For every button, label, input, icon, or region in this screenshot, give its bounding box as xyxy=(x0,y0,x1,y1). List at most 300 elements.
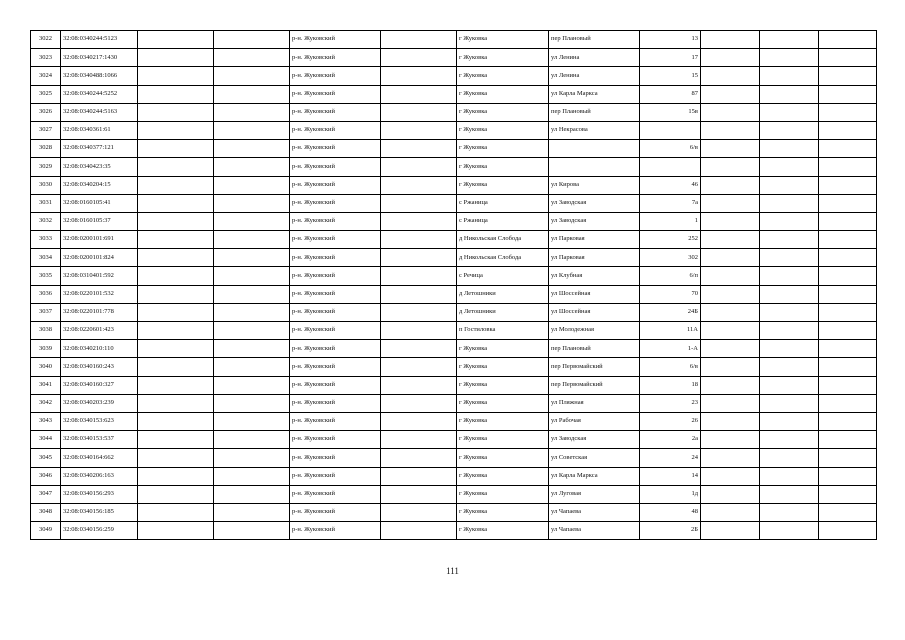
cadastral-number: 32:08:0340206:163 xyxy=(61,467,138,485)
empty-cell xyxy=(760,140,819,158)
empty-cell xyxy=(138,140,214,158)
empty-cell xyxy=(381,158,457,176)
empty-cell xyxy=(381,522,457,540)
empty-cell xyxy=(138,503,214,521)
table-row xyxy=(31,194,877,212)
page-number: 111 xyxy=(446,566,459,576)
empty-cell xyxy=(214,303,290,321)
district: р-н. Жуковский xyxy=(290,249,381,267)
empty-cell xyxy=(138,212,214,230)
locality: г Жуковка xyxy=(457,31,549,49)
empty-cell xyxy=(138,194,214,212)
street: пер Первомайский xyxy=(549,376,640,394)
district: р-н. Жуковский xyxy=(290,121,381,139)
empty-cell xyxy=(760,412,819,430)
row-number: 3041 xyxy=(31,376,61,394)
locality: д Никольская Слобода xyxy=(457,231,549,249)
locality: г Жуковка xyxy=(457,340,549,358)
table-row xyxy=(31,212,877,230)
street xyxy=(549,158,640,176)
empty-cell xyxy=(701,358,760,376)
empty-cell xyxy=(138,376,214,394)
empty-cell xyxy=(381,467,457,485)
empty-cell xyxy=(138,522,214,540)
empty-cell xyxy=(819,303,877,321)
empty-cell xyxy=(214,503,290,521)
empty-cell xyxy=(214,522,290,540)
row-number: 3049 xyxy=(31,522,61,540)
empty-cell xyxy=(701,140,760,158)
table-row xyxy=(31,285,877,303)
district: р-н. Жуковский xyxy=(290,431,381,449)
empty-cell xyxy=(138,31,214,49)
empty-cell xyxy=(819,49,877,67)
empty-cell xyxy=(138,285,214,303)
empty-cell xyxy=(214,376,290,394)
cadastral-number: 32:08:0340156:185 xyxy=(61,503,138,521)
house-number: 15 xyxy=(640,67,701,85)
empty-cell xyxy=(214,340,290,358)
cadastral-number: 32:08:0340203:239 xyxy=(61,394,138,412)
empty-cell xyxy=(214,140,290,158)
row-number: 3027 xyxy=(31,121,61,139)
table-row xyxy=(31,231,877,249)
cadastral-number: 32:08:0340244:5123 xyxy=(61,31,138,49)
table-row xyxy=(31,431,877,449)
street: ул Заводская xyxy=(549,212,640,230)
district: р-н. Жуковский xyxy=(290,522,381,540)
house-number: 6/в xyxy=(640,140,701,158)
table-row xyxy=(31,103,877,121)
street: ул Кирова xyxy=(549,176,640,194)
empty-cell xyxy=(138,176,214,194)
locality: д Никольская Слобода xyxy=(457,249,549,267)
house-number: 70 xyxy=(640,285,701,303)
row-number: 3031 xyxy=(31,194,61,212)
house-number: 26 xyxy=(640,412,701,430)
table-row xyxy=(31,303,877,321)
locality: г Жуковка xyxy=(457,140,549,158)
cadastral-number: 32:08:0160105:37 xyxy=(61,212,138,230)
house-number: 2а xyxy=(640,431,701,449)
table-row xyxy=(31,49,877,67)
street: ул Луговая xyxy=(549,485,640,503)
empty-cell xyxy=(214,394,290,412)
empty-cell xyxy=(701,67,760,85)
empty-cell xyxy=(701,49,760,67)
locality: г Жуковка xyxy=(457,49,549,67)
empty-cell xyxy=(760,522,819,540)
empty-cell xyxy=(214,158,290,176)
empty-cell xyxy=(138,249,214,267)
table-row xyxy=(31,467,877,485)
street: ул Молодежная xyxy=(549,322,640,340)
cadastral-number: 32:08:0340217:1430 xyxy=(61,49,138,67)
empty-cell xyxy=(760,249,819,267)
row-number: 3026 xyxy=(31,103,61,121)
table-row xyxy=(31,503,877,521)
empty-cell xyxy=(819,231,877,249)
district: р-н. Жуковский xyxy=(290,503,381,521)
cadastral-number: 32:08:0340153:537 xyxy=(61,431,138,449)
empty-cell xyxy=(819,340,877,358)
street: пер Плановый xyxy=(549,31,640,49)
locality: г Жуковка xyxy=(457,85,549,103)
empty-cell xyxy=(819,249,877,267)
empty-cell xyxy=(760,103,819,121)
empty-cell xyxy=(381,485,457,503)
empty-cell xyxy=(760,67,819,85)
empty-cell xyxy=(819,212,877,230)
empty-cell xyxy=(760,467,819,485)
house-number: 13 xyxy=(640,31,701,49)
empty-cell xyxy=(138,231,214,249)
empty-cell xyxy=(819,485,877,503)
row-number: 3022 xyxy=(31,31,61,49)
street: ул Карла Маркса xyxy=(549,85,640,103)
empty-cell xyxy=(214,31,290,49)
empty-cell xyxy=(138,358,214,376)
table-row xyxy=(31,376,877,394)
row-number: 3030 xyxy=(31,176,61,194)
empty-cell xyxy=(760,176,819,194)
locality: д Летошники xyxy=(457,285,549,303)
empty-cell xyxy=(819,67,877,85)
empty-cell xyxy=(214,431,290,449)
empty-cell xyxy=(381,394,457,412)
empty-cell xyxy=(760,358,819,376)
house-number: 7а xyxy=(640,194,701,212)
empty-cell xyxy=(701,394,760,412)
district: р-н. Жуковский xyxy=(290,449,381,467)
empty-cell xyxy=(819,322,877,340)
house-number: 18 xyxy=(640,376,701,394)
district: р-н. Жуковский xyxy=(290,31,381,49)
empty-cell xyxy=(381,322,457,340)
empty-cell xyxy=(214,49,290,67)
registry-table xyxy=(30,30,877,540)
empty-cell xyxy=(701,522,760,540)
house-number: 1 xyxy=(640,212,701,230)
empty-cell xyxy=(138,322,214,340)
empty-cell xyxy=(381,376,457,394)
empty-cell xyxy=(381,176,457,194)
empty-cell xyxy=(701,412,760,430)
empty-cell xyxy=(381,85,457,103)
empty-cell xyxy=(760,376,819,394)
empty-cell xyxy=(214,467,290,485)
empty-cell xyxy=(760,322,819,340)
empty-cell xyxy=(381,358,457,376)
locality: с Ржаница xyxy=(457,212,549,230)
empty-cell xyxy=(138,303,214,321)
district: р-н. Жуковский xyxy=(290,394,381,412)
empty-cell xyxy=(214,449,290,467)
street: ул Ленина xyxy=(549,49,640,67)
empty-cell xyxy=(819,431,877,449)
empty-cell xyxy=(214,212,290,230)
table-row xyxy=(31,322,877,340)
empty-cell xyxy=(701,485,760,503)
cadastral-number: 32:08:0340210:110 xyxy=(61,340,138,358)
cadastral-number: 32:08:0200101:691 xyxy=(61,231,138,249)
cadastral-number: 32:08:0340156:259 xyxy=(61,522,138,540)
empty-cell xyxy=(701,340,760,358)
locality: г Жуковка xyxy=(457,103,549,121)
row-number: 3023 xyxy=(31,49,61,67)
empty-cell xyxy=(214,249,290,267)
empty-cell xyxy=(760,231,819,249)
empty-cell xyxy=(819,412,877,430)
empty-cell xyxy=(819,85,877,103)
table-row xyxy=(31,176,877,194)
house-number: 24 xyxy=(640,449,701,467)
table-row xyxy=(31,249,877,267)
empty-cell xyxy=(381,285,457,303)
empty-cell xyxy=(381,140,457,158)
cadastral-number: 32:08:0220101:532 xyxy=(61,285,138,303)
row-number: 3045 xyxy=(31,449,61,467)
empty-cell xyxy=(381,267,457,285)
empty-cell xyxy=(701,212,760,230)
empty-cell xyxy=(381,303,457,321)
empty-cell xyxy=(760,394,819,412)
empty-cell xyxy=(760,212,819,230)
district: р-н. Жуковский xyxy=(290,267,381,285)
empty-cell xyxy=(819,31,877,49)
street: ул Шоссейная xyxy=(549,303,640,321)
empty-cell xyxy=(760,340,819,358)
locality: п Гостиловка xyxy=(457,322,549,340)
empty-cell xyxy=(138,267,214,285)
empty-cell xyxy=(214,285,290,303)
empty-cell xyxy=(760,303,819,321)
empty-cell xyxy=(701,194,760,212)
empty-cell xyxy=(701,267,760,285)
empty-cell xyxy=(381,103,457,121)
empty-cell xyxy=(381,249,457,267)
cadastral-number: 32:08:0340361:61 xyxy=(61,121,138,139)
empty-cell xyxy=(819,121,877,139)
empty-cell xyxy=(819,358,877,376)
house-number: 23 xyxy=(640,394,701,412)
house-number: 46 xyxy=(640,176,701,194)
empty-cell xyxy=(381,340,457,358)
district: р-н. Жуковский xyxy=(290,67,381,85)
empty-cell xyxy=(819,285,877,303)
district: р-н. Жуковский xyxy=(290,212,381,230)
empty-cell xyxy=(760,49,819,67)
empty-cell xyxy=(819,158,877,176)
empty-cell xyxy=(701,249,760,267)
empty-cell xyxy=(214,85,290,103)
empty-cell xyxy=(381,67,457,85)
empty-cell xyxy=(214,194,290,212)
empty-cell xyxy=(138,467,214,485)
empty-cell xyxy=(214,176,290,194)
empty-cell xyxy=(701,285,760,303)
empty-cell xyxy=(214,267,290,285)
table-row xyxy=(31,449,877,467)
empty-cell xyxy=(381,503,457,521)
district: р-н. Жуковский xyxy=(290,358,381,376)
empty-cell xyxy=(819,267,877,285)
street: ул Парковая xyxy=(549,231,640,249)
district: р-н. Жуковский xyxy=(290,485,381,503)
empty-cell xyxy=(381,212,457,230)
row-number: 3039 xyxy=(31,340,61,358)
cadastral-number: 32:08:0340204:15 xyxy=(61,176,138,194)
locality: г Жуковка xyxy=(457,158,549,176)
empty-cell xyxy=(819,140,877,158)
district: р-н. Жуковский xyxy=(290,85,381,103)
cadastral-number: 32:08:0200101:824 xyxy=(61,249,138,267)
empty-cell xyxy=(381,431,457,449)
table-row xyxy=(31,522,877,540)
empty-cell xyxy=(214,121,290,139)
district: р-н. Жуковский xyxy=(290,285,381,303)
row-number: 3036 xyxy=(31,285,61,303)
locality: г Жуковка xyxy=(457,176,549,194)
house-number: 6/в xyxy=(640,358,701,376)
cadastral-number: 32:08:0310401:592 xyxy=(61,267,138,285)
row-number: 3044 xyxy=(31,431,61,449)
street: ул Заводская xyxy=(549,194,640,212)
row-number: 3024 xyxy=(31,67,61,85)
table-row xyxy=(31,85,877,103)
street: ул Ленина xyxy=(549,67,640,85)
empty-cell xyxy=(138,340,214,358)
row-number: 3038 xyxy=(31,322,61,340)
empty-cell xyxy=(381,449,457,467)
house-number: 252 xyxy=(640,231,701,249)
street: ул Некрасова xyxy=(549,121,640,139)
empty-cell xyxy=(701,467,760,485)
empty-cell xyxy=(214,231,290,249)
empty-cell xyxy=(138,85,214,103)
empty-cell xyxy=(760,121,819,139)
cadastral-number: 32:08:0340156:293 xyxy=(61,485,138,503)
empty-cell xyxy=(214,358,290,376)
empty-cell xyxy=(760,158,819,176)
empty-cell xyxy=(701,322,760,340)
cadastral-number: 32:08:0340244:5163 xyxy=(61,103,138,121)
empty-cell xyxy=(760,431,819,449)
empty-cell xyxy=(819,522,877,540)
street: ул Карла Маркса xyxy=(549,467,640,485)
empty-cell xyxy=(819,503,877,521)
cadastral-number: 32:08:0340160:327 xyxy=(61,376,138,394)
district: р-н. Жуковский xyxy=(290,158,381,176)
empty-cell xyxy=(138,49,214,67)
row-number: 3034 xyxy=(31,249,61,267)
empty-cell xyxy=(701,158,760,176)
empty-cell xyxy=(214,412,290,430)
empty-cell xyxy=(138,103,214,121)
empty-cell xyxy=(819,467,877,485)
empty-cell xyxy=(701,231,760,249)
empty-cell xyxy=(138,121,214,139)
empty-cell xyxy=(760,194,819,212)
table-row xyxy=(31,340,877,358)
table-row xyxy=(31,140,877,158)
empty-cell xyxy=(381,49,457,67)
locality: г Жуковка xyxy=(457,522,549,540)
house-number: 87 xyxy=(640,85,701,103)
row-number: 3040 xyxy=(31,358,61,376)
locality: г Жуковка xyxy=(457,121,549,139)
empty-cell xyxy=(760,85,819,103)
empty-cell xyxy=(760,31,819,49)
district: р-н. Жуковский xyxy=(290,340,381,358)
empty-cell xyxy=(701,503,760,521)
row-number: 3028 xyxy=(31,140,61,158)
locality: г Жуковка xyxy=(457,503,549,521)
house-number: 302 xyxy=(640,249,701,267)
house-number: 14 xyxy=(640,467,701,485)
locality: г Жуковка xyxy=(457,412,549,430)
row-number: 3046 xyxy=(31,467,61,485)
district: р-н. Жуковский xyxy=(290,49,381,67)
locality: г Жуковка xyxy=(457,394,549,412)
locality: д Летошники xyxy=(457,303,549,321)
empty-cell xyxy=(760,285,819,303)
empty-cell xyxy=(819,449,877,467)
empty-cell xyxy=(701,431,760,449)
table-row xyxy=(31,267,877,285)
empty-cell xyxy=(381,231,457,249)
locality: с Речица xyxy=(457,267,549,285)
house-number: 1д xyxy=(640,485,701,503)
locality: с Ржаница xyxy=(457,194,549,212)
house-number xyxy=(640,158,701,176)
empty-cell xyxy=(138,158,214,176)
house-number: 2Б xyxy=(640,522,701,540)
street xyxy=(549,140,640,158)
cadastral-number: 32:08:0160105:41 xyxy=(61,194,138,212)
empty-cell xyxy=(138,431,214,449)
cadastral-number: 32:08:0340160:243 xyxy=(61,358,138,376)
locality: г Жуковка xyxy=(457,431,549,449)
house-number: 24Б xyxy=(640,303,701,321)
empty-cell xyxy=(819,176,877,194)
house-number: 1-А xyxy=(640,340,701,358)
district: р-н. Жуковский xyxy=(290,176,381,194)
cadastral-number: 32:08:0340377:121 xyxy=(61,140,138,158)
empty-cell xyxy=(819,194,877,212)
house-number xyxy=(640,121,701,139)
empty-cell xyxy=(381,31,457,49)
street: пер Плановый xyxy=(549,103,640,121)
row-number: 3029 xyxy=(31,158,61,176)
street: ул Парковая xyxy=(549,249,640,267)
street: ул Заводская xyxy=(549,431,640,449)
cadastral-number: 32:08:0340423:35 xyxy=(61,158,138,176)
empty-cell xyxy=(138,412,214,430)
empty-cell xyxy=(701,121,760,139)
empty-cell xyxy=(138,67,214,85)
empty-cell xyxy=(701,376,760,394)
empty-cell xyxy=(760,485,819,503)
empty-cell xyxy=(701,449,760,467)
table-row xyxy=(31,394,877,412)
locality: г Жуковка xyxy=(457,67,549,85)
empty-cell xyxy=(214,322,290,340)
empty-cell xyxy=(760,449,819,467)
empty-cell xyxy=(214,103,290,121)
street: ул Клубная xyxy=(549,267,640,285)
house-number: 6/п xyxy=(640,267,701,285)
